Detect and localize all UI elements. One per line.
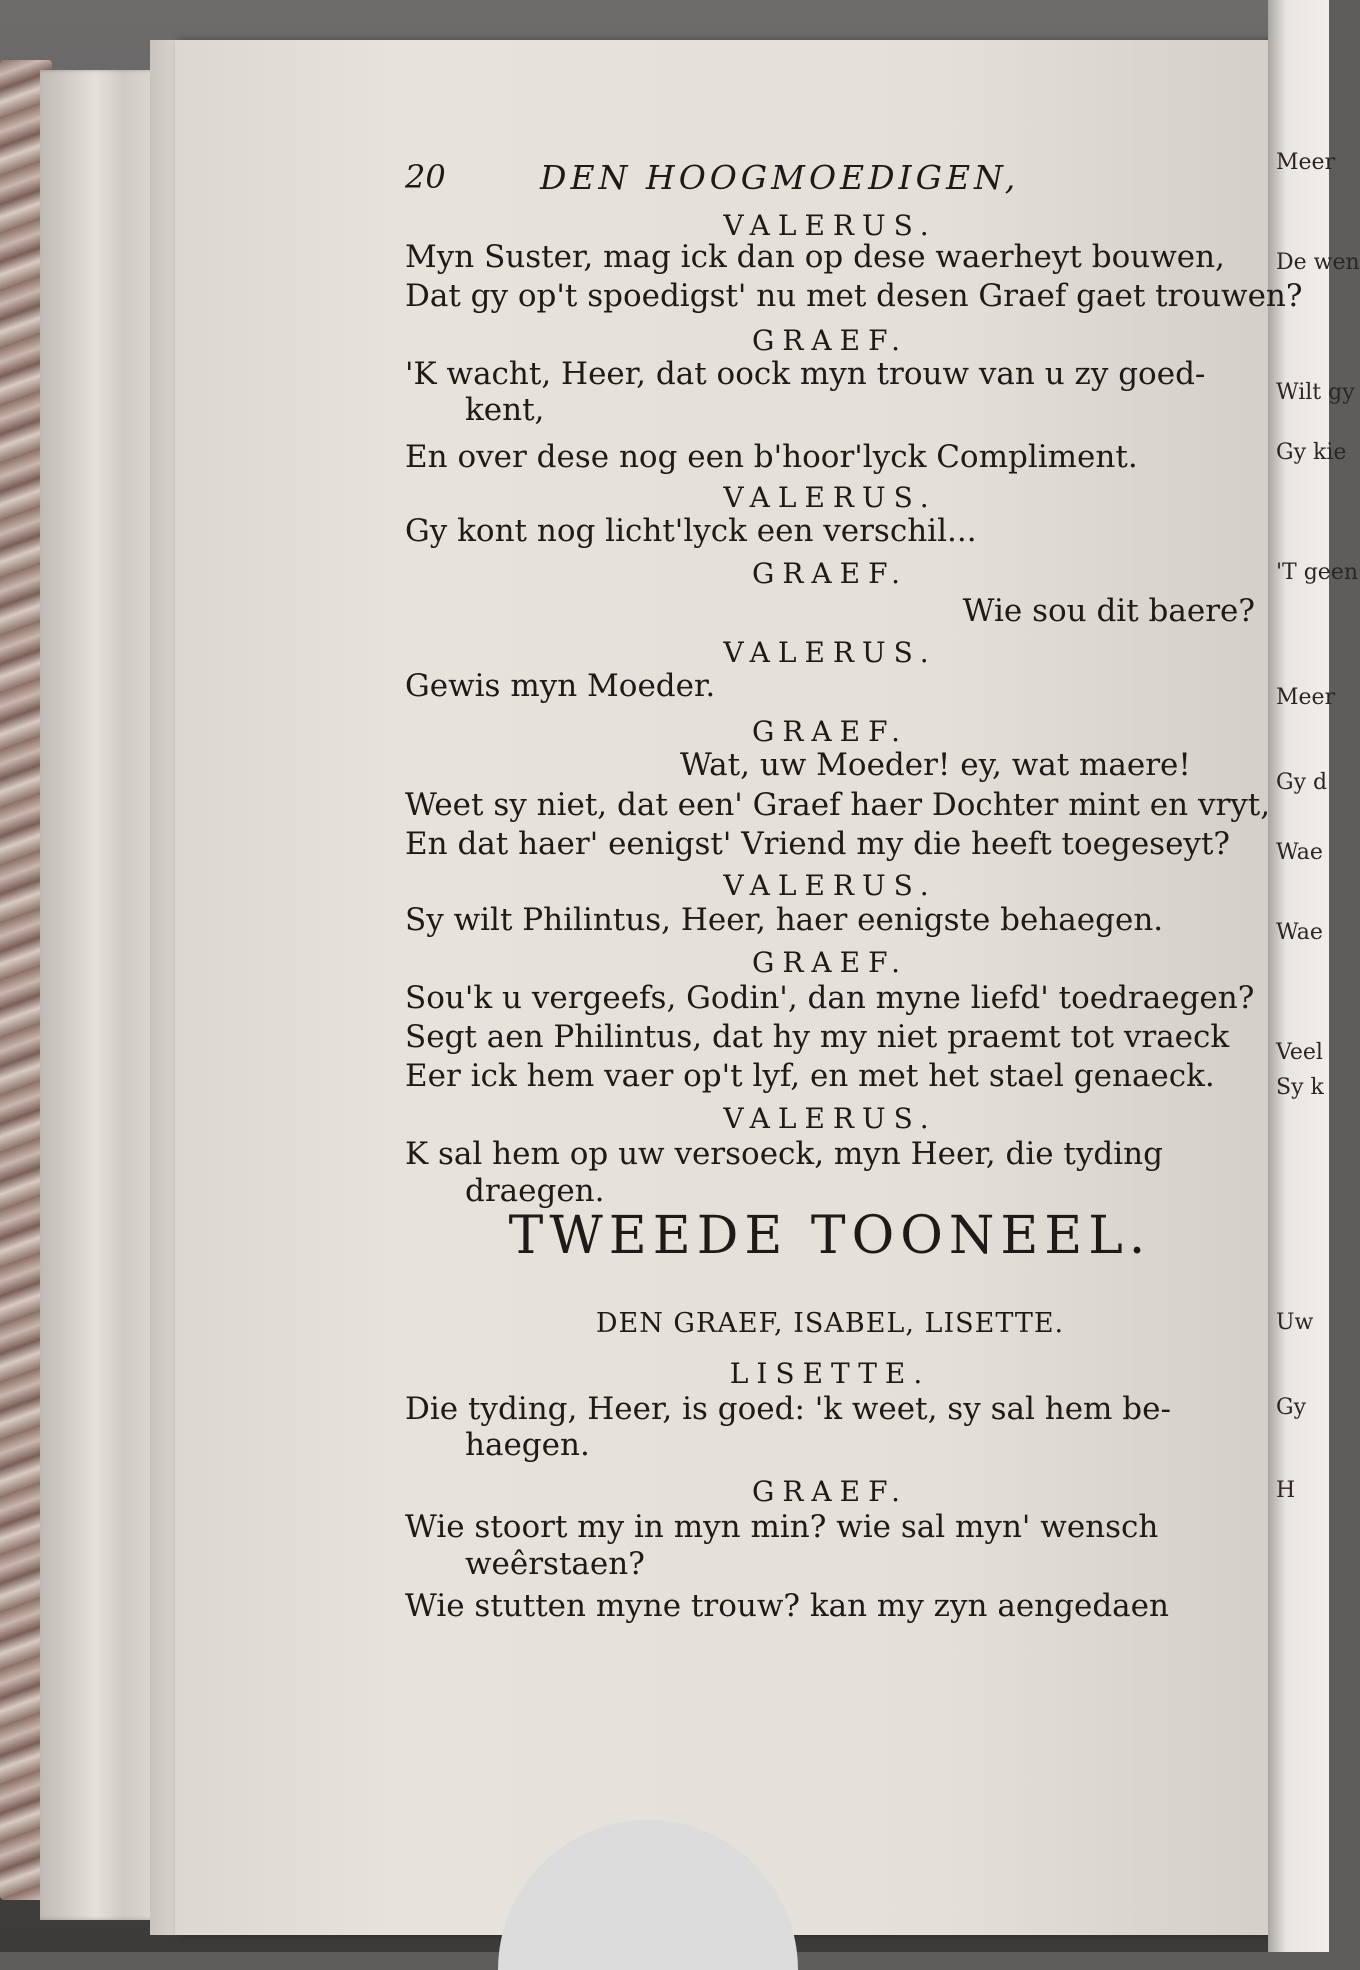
facing-fragment: 'T geen <box>1276 560 1359 585</box>
facing-fragment: Gy kie <box>1276 440 1347 465</box>
verse-line: Wat, uw Moeder! ey, wat maere! <box>680 747 1191 783</box>
speaker-name: GRAEF. <box>751 324 909 357</box>
verse-line: Wie stoort my in myn min? wie sal myn' wensch <box>405 1509 1159 1545</box>
page-number: 20 <box>405 158 446 196</box>
speaker-name: GRAEF. <box>751 557 909 590</box>
speaker-name: VALERUS. <box>723 636 937 669</box>
verse-line: Sou'k u vergeefs, Godin', dan myne liefd' toedraegen? <box>405 980 1255 1016</box>
speaker-name: GRAEF. <box>751 1475 909 1508</box>
speaker-name: GRAEF. <box>751 946 909 979</box>
facing-fragment: Uw <box>1276 1310 1314 1335</box>
verse-line: Gy kont nog licht'lyck een verschil... <box>405 513 977 549</box>
facing-fragment: H <box>1276 1478 1296 1503</box>
verse-line: Eer ick hem vaer op't lyf, en met het stael genaeck. <box>405 1058 1215 1094</box>
facing-fragment: Veel <box>1276 1040 1323 1065</box>
facing-fragment: De wen <box>1276 250 1360 275</box>
facing-fragment: Wilt gy <box>1276 380 1355 405</box>
facing-fragment: Meer <box>1276 150 1336 175</box>
scene-title: TWEEDE TOONEEL. <box>508 1206 1152 1266</box>
facing-fragment: Wae <box>1276 840 1323 865</box>
verse-line: Weet sy niet, dat een' Graef haer Dochter mint en vryt, <box>405 787 1271 823</box>
verse-line: Segt aen Philintus, dat hy my niet praemt tot vraeck <box>405 1019 1230 1055</box>
verse-line: draegen. <box>465 1173 605 1209</box>
speaker-name: VALERUS. <box>723 481 937 514</box>
speaker-name: LISETTE. <box>729 1357 931 1390</box>
speaker-name: VALERUS. <box>723 869 937 902</box>
verse-line: K sal hem op uw versoeck, myn Heer, die tyding <box>405 1136 1163 1172</box>
verse-line: Wie stutten myne trouw? kan my zyn aengedaen <box>405 1588 1169 1624</box>
verse-line: Gewis myn Moeder. <box>405 668 716 704</box>
facing-fragment: Sy k <box>1276 1075 1324 1100</box>
verse-line: Dat gy op't spoedigst' nu met desen Graef gaet trouwen? <box>405 278 1303 314</box>
verse-line: 'K wacht, Heer, dat oock myn trouw van u zy goed- <box>405 356 1206 392</box>
verse-line: Myn Suster, mag ick dan op dese waerheyt bouwen, <box>405 239 1225 275</box>
speaker-name: VALERUS. <box>723 209 937 242</box>
verse-line: En over dese nog een b'hoor'lyck Compliment. <box>405 439 1138 475</box>
facing-fragment: Meer <box>1276 685 1336 710</box>
verse-line: weêrstaen? <box>465 1546 645 1582</box>
verse-line: Wie sou dit baere? <box>962 593 1255 629</box>
speaker-name: VALERUS. <box>723 1102 937 1135</box>
facing-fragment: Gy d <box>1276 770 1328 795</box>
running-head: DEN HOOGMOEDIGEN, <box>540 158 1020 197</box>
verse-line: En dat haer' eenigst' Vriend my die heeft toegeseyt? <box>405 826 1231 862</box>
scene-cast: DEN GRAEF, ISABEL, LISETTE. <box>595 1308 1065 1339</box>
speaker-name: GRAEF. <box>751 715 909 748</box>
verse-line: haegen. <box>465 1427 590 1463</box>
verse-line: kent, <box>465 392 545 428</box>
facing-fragment: Gy <box>1276 1395 1307 1420</box>
verse-line: Die tyding, Heer, is goed: 'k weet, sy sal hem be- <box>405 1391 1171 1427</box>
verse-line: Sy wilt Philintus, Heer, haer eenigste behaegen. <box>405 902 1164 938</box>
facing-fragment: Wae <box>1276 920 1323 945</box>
